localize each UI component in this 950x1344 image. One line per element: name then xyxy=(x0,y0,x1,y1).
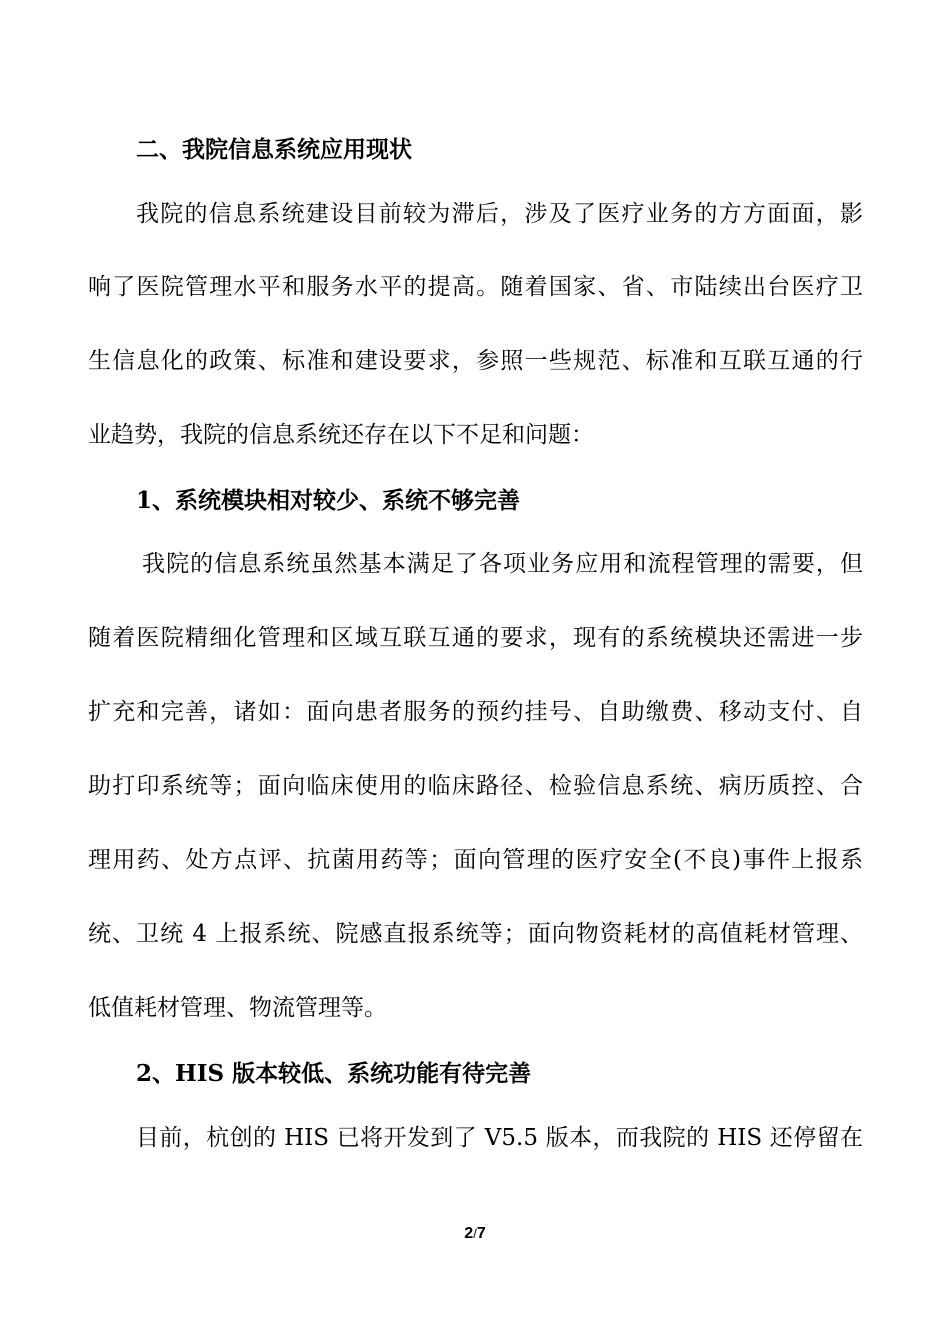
paragraph-line: 我院的信息系统虽然基本满足了各项业务应用和流程管理的需要，但 xyxy=(142,551,863,577)
paragraph-line: 助打印系统等；面向临床使用的临床路径、检验信息系统、病历质控、合 xyxy=(88,773,863,799)
paragraph-line: 我院的信息系统建设目前较为滞后，涉及了医疗业务的方方面面，影 xyxy=(136,201,863,227)
subheading-1: 1、系统模块相对较少、系统不够完善 xyxy=(136,487,521,514)
section-title: 二、我院信息系统应用现状 xyxy=(136,136,412,163)
paragraph-line: 随着医院精细化管理和区域互联互通的要求，现有的系统模块还需进一步 xyxy=(88,625,863,651)
paragraph-line: 低值耗材管理、物流管理等。 xyxy=(88,995,387,1021)
page-number-footer xyxy=(0,1225,950,1243)
page-total: 7 xyxy=(476,1225,486,1242)
paragraph-line: 统、卫统 4 上报系统、院感直报系统等；面向物资耗材的高值耗材管理、 xyxy=(88,921,863,947)
paragraph-line: 目前，杭创的 HIS 已将开发到了 V5.5 版本，而我院的 HIS 还停留在 xyxy=(136,1125,863,1151)
paragraph-line: 生信息化的政策、标准和建设要求，参照一些规范、标准和互联互通的行 xyxy=(88,348,863,374)
page-number: 2 xyxy=(464,1225,474,1242)
paragraph-line: 响了医院管理水平和服务水平的提高。随着国家、省、市陆续出台医疗卫 xyxy=(88,274,863,300)
paragraph-line: 业趋势，我院的信息系统还存在以下不足和问题： xyxy=(88,422,594,448)
paragraph-line: 理用药、处方点评、抗菌用药等；面向管理的医疗安全(不良)事件上报系 xyxy=(88,847,863,873)
subheading-2: 2、HIS 版本较低、系统功能有待完善 xyxy=(136,1060,532,1087)
page-separator: / xyxy=(473,1226,477,1241)
paragraph-line: 扩充和完善，诸如：面向患者服务的预约挂号、自助缴费、移动支付、自 xyxy=(88,699,863,725)
